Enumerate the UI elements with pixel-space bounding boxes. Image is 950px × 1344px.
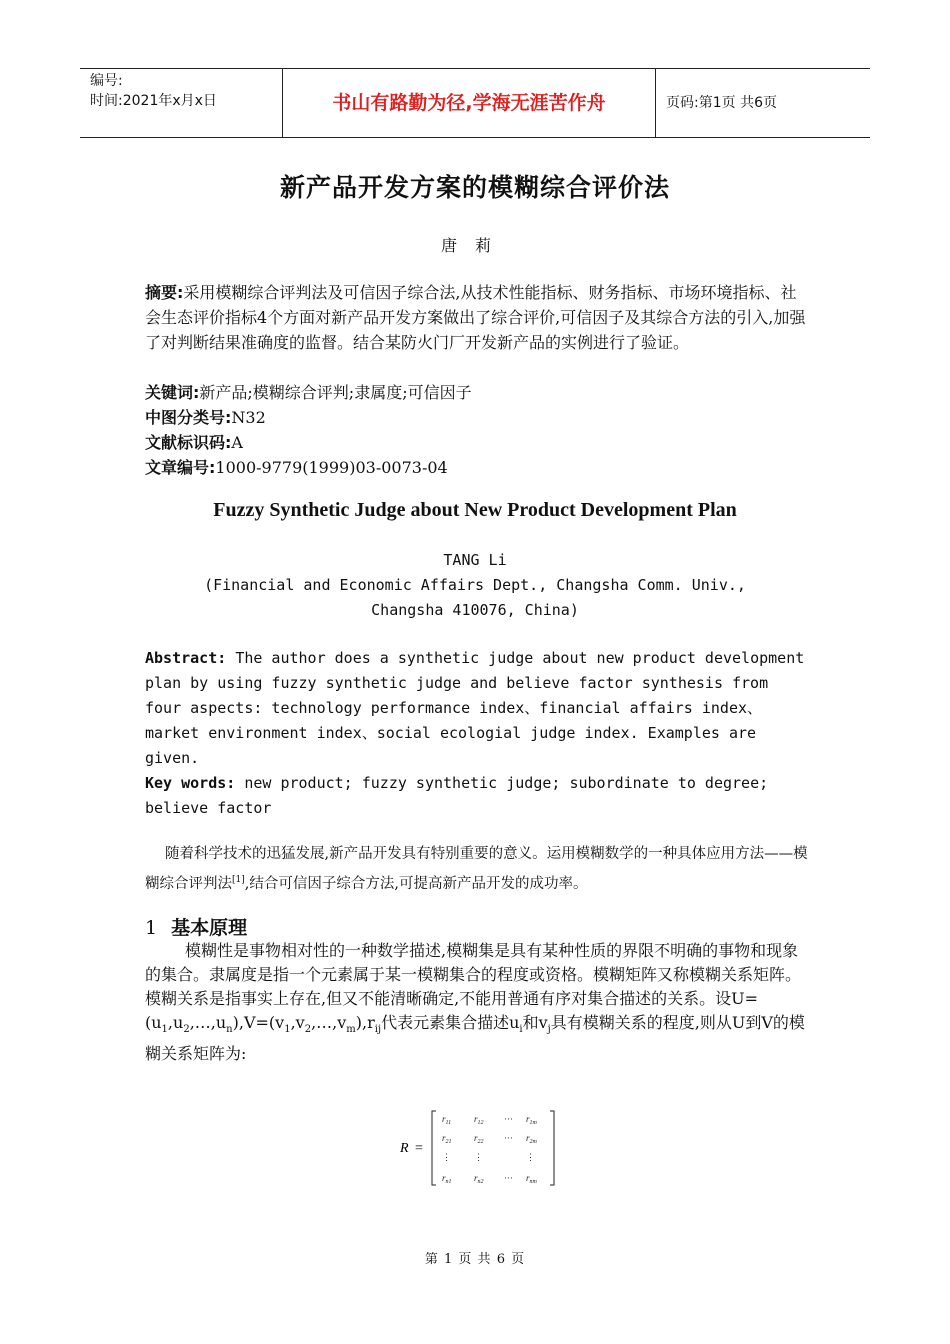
header-meta <box>80 69 282 137</box>
english-abstract-text: The author does a synthetic judge about new product development plan by using fuzzy synthetic judge and believe factor synthesis from four aspects: technology performance index、financial affairs index、market environment index、social ecologial judge index. Examples are given. <box>145 649 805 767</box>
section-body-text: 模糊性是事物相对性的一种数学描述,模糊集是具有某种性质的界限不明确的事物和现象的集合。隶属度是指一个元素属于某一模糊集合的程度或资格。模糊矩阵又称模糊关系矩阵。模糊关系是指事实上存在,但又不能清晰确定,不能用普通有序对集合描述的关系。设U=(u <box>145 941 802 1032</box>
english-title: Fuzzy Synthetic Judge about New Product Development Plan <box>213 499 737 521</box>
keywords-cn-label: 关键词: <box>145 383 200 402</box>
section-number: 1 <box>145 917 158 939</box>
english-affiliation-line1: (Financial and Economic Affairs Dept., Changsha Comm. Univ., <box>204 576 746 594</box>
matrix-cell: $r_{n2}$ <box>474 1173 484 1185</box>
matrix-cell: ⋮ <box>526 1152 535 1162</box>
header-time: 时间:2021年x月x日 <box>90 93 217 109</box>
article-number-label: 文章编号: <box>145 458 216 477</box>
classification-text: N32 <box>231 408 266 427</box>
abstract-cn <box>145 280 810 355</box>
matrix-cell: $r_{12}$ <box>474 1114 484 1126</box>
intro-paragraph <box>145 841 810 897</box>
header-page-info: 页码:第1页 共6页 <box>666 95 777 111</box>
doc-code-label: 文献标识码: <box>145 433 232 452</box>
english-keywords <box>145 771 810 821</box>
matrix-cell: $r_{11}$ <box>442 1114 452 1126</box>
page-header <box>80 68 870 138</box>
paper-title: 新产品开发方案的模糊综合评价法 <box>279 173 670 202</box>
fuzzy-relation-matrix <box>398 1108 558 1188</box>
matrix-left-bracket <box>432 1111 436 1185</box>
abstract-cn-label: 摘要: <box>145 283 184 302</box>
english-author: TANG Li <box>443 551 507 569</box>
matrix-cell: ⋮ <box>442 1152 451 1162</box>
english-keywords-text: new product; fuzzy synthetic judge; subordinate to degree; believe factor <box>145 774 769 817</box>
header-number: 编号: <box>90 73 123 89</box>
matrix-cell: $r_{nm}$ <box>526 1173 537 1185</box>
matrix-cell: $r_{n1}$ <box>442 1173 452 1185</box>
section-body: 模糊性是事物相对性的一种数学描述,模糊集是具有某种性质的界限不明确的事物和现象的集合。隶属度是指一个元素属于某一模糊集合的程度或资格。模糊矩阵又称模糊关系矩阵。模糊关系是指事实上存在,但又不能清晰确定,不能用普通有序对集合描述的关系。设$U=(u_1,u_2,\dots,u_n),V=(v_1,v_2,\dots,v_m),r_{ij}$代表元素集合描述$u_i$和$v_j$具有模糊关系的程度,则从U到V的模糊关系矩阵为: <box>145 941 805 1064</box>
paper-author: 唐莉 <box>440 236 509 255</box>
doc-code-text: A <box>231 433 243 452</box>
intro-text-before: 随着科学技术的迅猛发展,新产品开发具有特别重要的意义。运用模糊数学的一种具体应用方法——模糊综合评判法 <box>145 846 808 892</box>
intro-text-after: ,结合可信因子综合方法,可提高新产品开发的成功率。 <box>244 875 588 892</box>
section-body-tail: 关系矩阵为: <box>161 1044 247 1064</box>
matrix-cell: ··· <box>504 1173 513 1183</box>
keywords-cn <box>145 380 472 405</box>
section-title: 基本原理 <box>171 917 248 939</box>
matrix-cell: $r_{1m}$ <box>526 1114 537 1126</box>
matrix-lhs: R <box>400 1141 409 1156</box>
section-heading <box>145 913 247 940</box>
matrix-cell: $r_{21}$ <box>442 1133 452 1145</box>
matrix-cell: ⋮ <box>474 1152 483 1162</box>
matrix-cell: ··· <box>504 1133 513 1143</box>
english-keywords-label: Key words: <box>145 774 236 792</box>
article-number-text: 1000-9779(1999)03-0073-04 <box>215 458 448 477</box>
classification-label: 中图分类号: <box>145 408 232 427</box>
classification <box>145 405 266 430</box>
english-abstract-label: Abstract: <box>145 649 227 667</box>
matrix-cell: $r_{22}$ <box>474 1133 484 1145</box>
keywords-cn-text: 新产品;模糊综合评判;隶属度;可信因子 <box>199 383 472 402</box>
doc-code <box>145 430 243 455</box>
english-affiliation-line2: Changsha 410076, China) <box>371 601 579 619</box>
matrix-right-bracket <box>550 1111 554 1185</box>
header-motto: 书山有路勤为径,学海无涯苦作舟 <box>282 69 656 137</box>
abstract-cn-text: 采用模糊综合评判法及可信因子综合法,从技术性能指标、财务指标、市场环境指标、社会生态评价指标4个方面对新产品开发方案做出了综合评价,可信因子及其综合方法的引入,加强了对判断结果准确度的监督。结合某防火门厂开发新产品的实例进行了验证。 <box>145 283 806 352</box>
matrix-cell: ··· <box>504 1114 513 1124</box>
article-number <box>145 455 448 480</box>
matrix-cell: $r_{2m}$ <box>526 1133 537 1145</box>
intro-reference: [1] <box>232 875 245 885</box>
english-abstract <box>145 646 810 771</box>
matrix-equals: = <box>415 1141 423 1156</box>
page-footer: 第 1 页 共 6 页 <box>424 1252 526 1267</box>
